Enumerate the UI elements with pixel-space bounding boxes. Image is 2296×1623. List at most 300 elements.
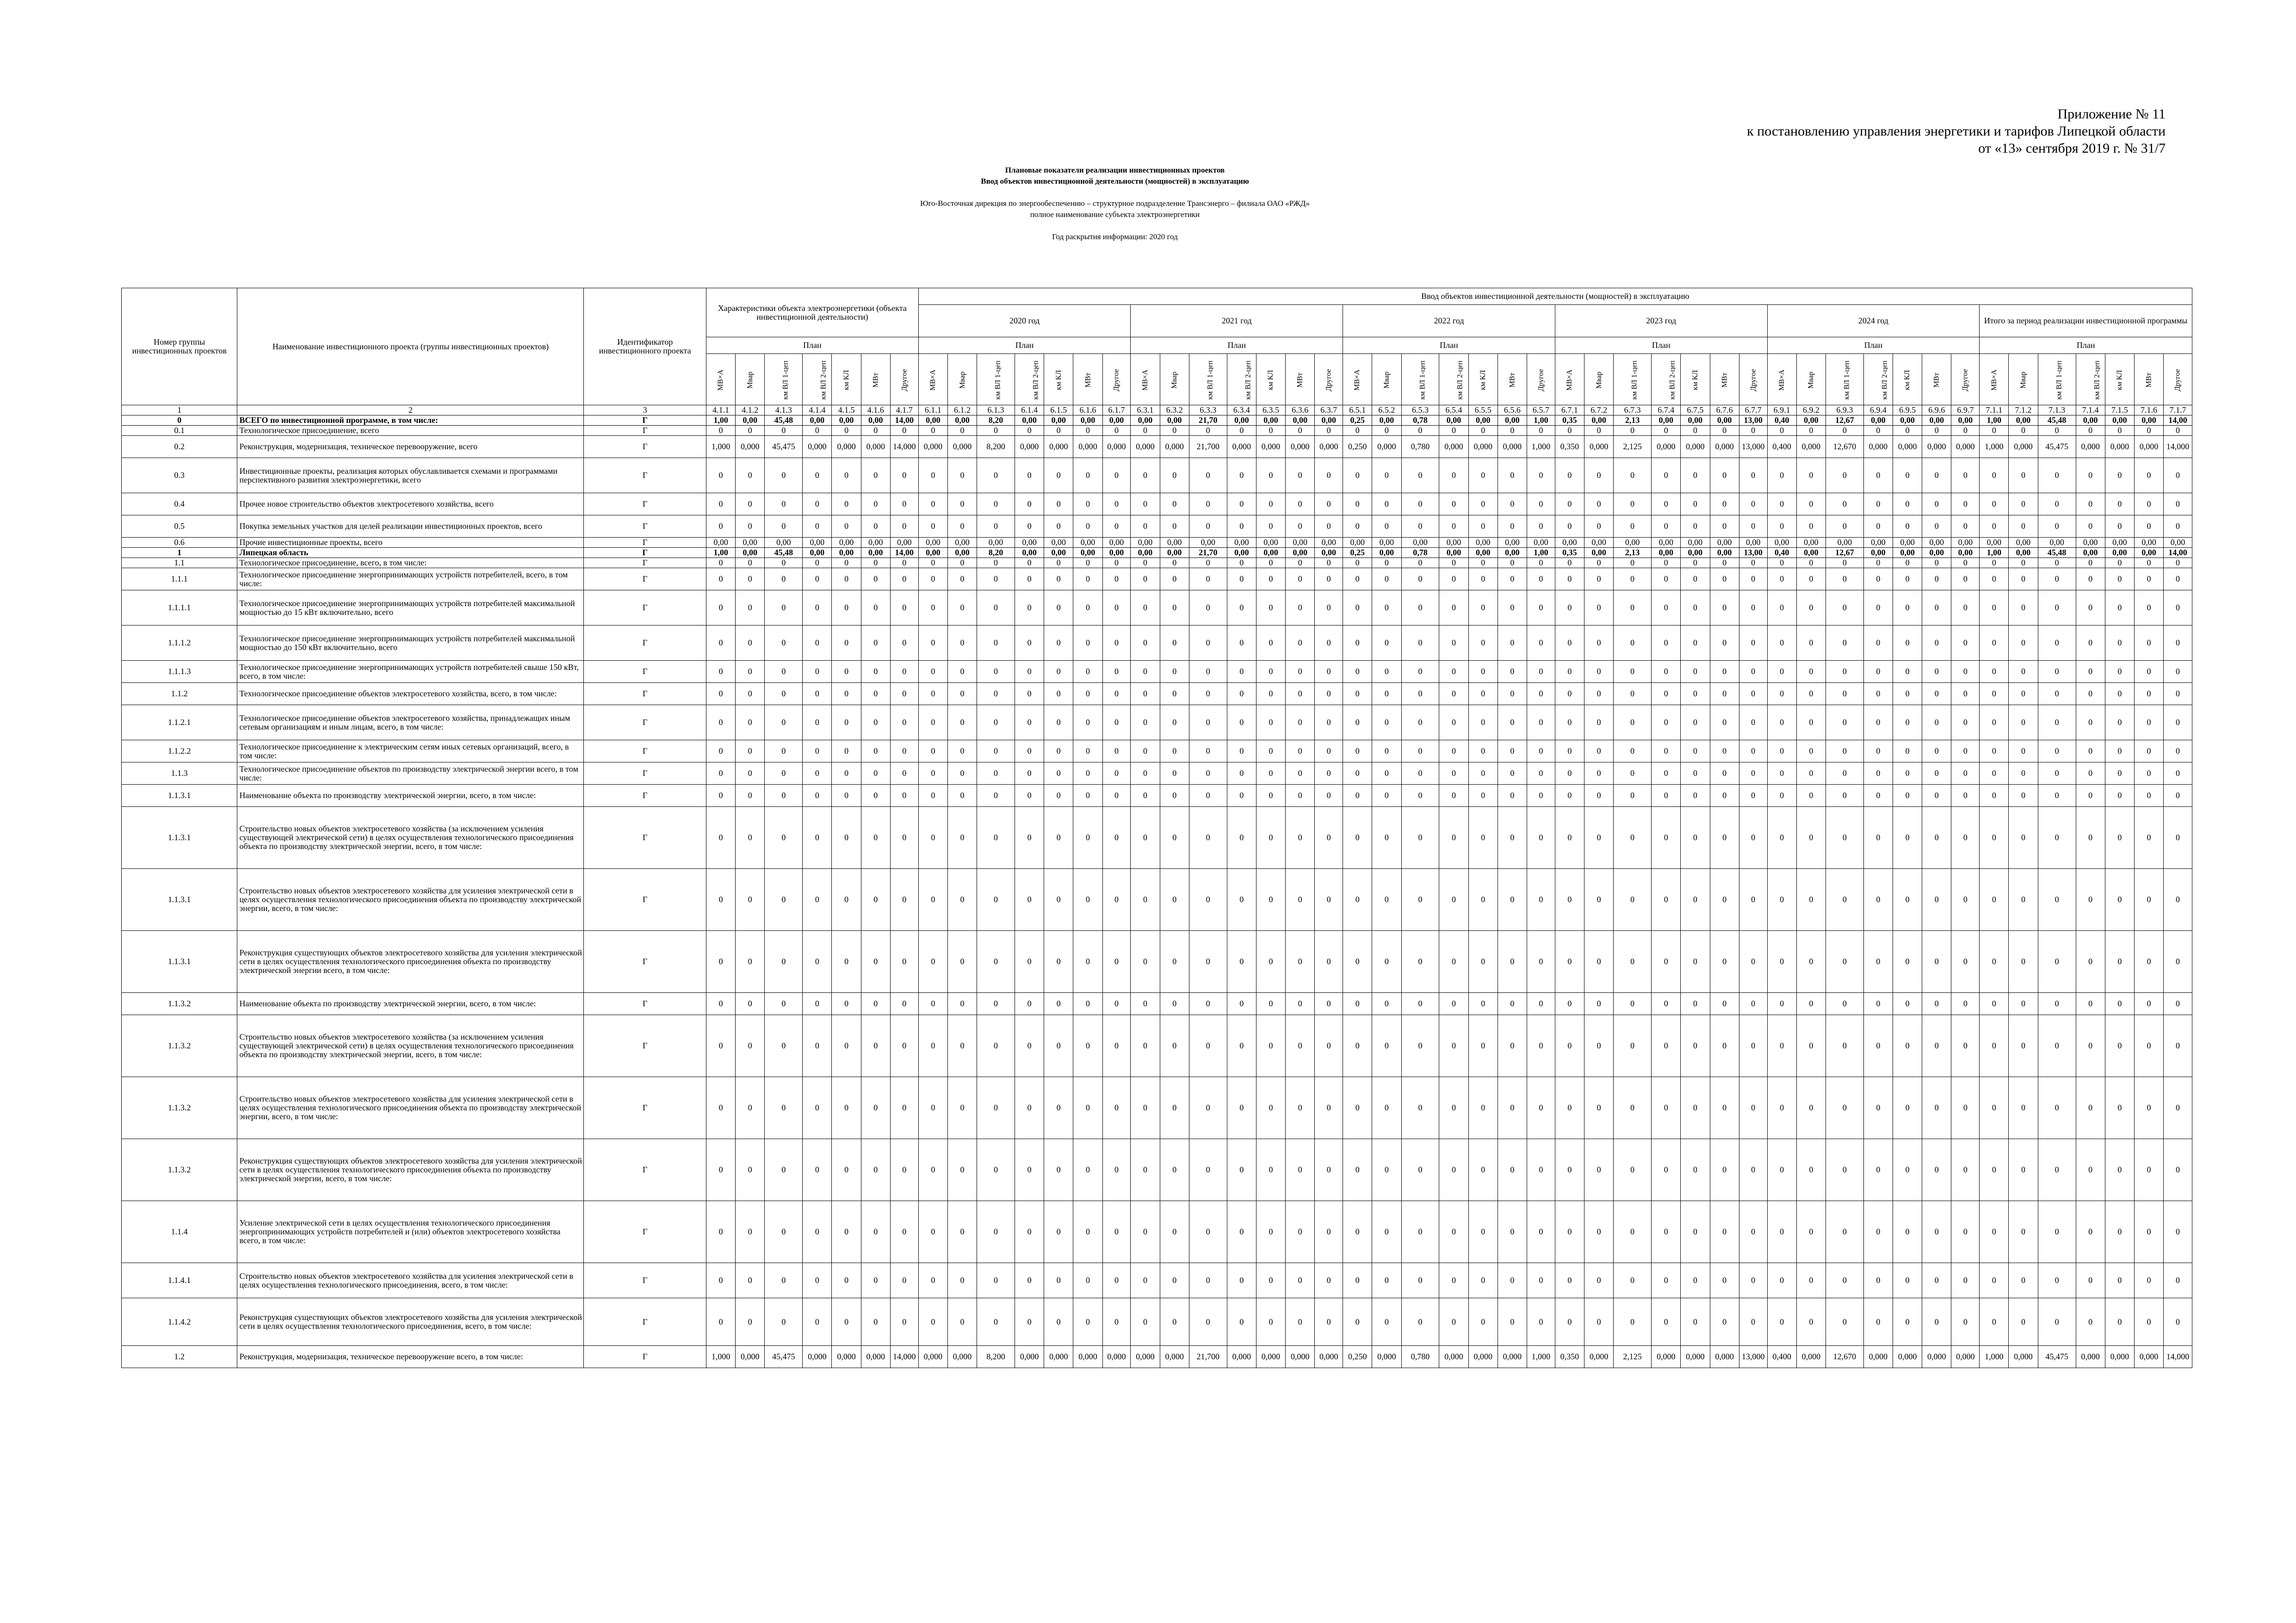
value-cell: 0	[1527, 931, 1555, 993]
value-cell: 0,00	[947, 415, 977, 426]
value-cell: 0	[1710, 626, 1739, 661]
value-cell: 0,00	[1863, 548, 1893, 558]
value-cell: 0	[1102, 1139, 1131, 1201]
value-cell: 0	[1256, 1201, 1285, 1263]
value-cell: 0	[1439, 426, 1468, 436]
value-cell: 0	[1468, 1015, 1498, 1077]
unit-label: МВт	[1508, 372, 1516, 387]
value-cell: 0,250	[1343, 436, 1372, 458]
value-cell: 0	[1498, 661, 1527, 683]
value-cell: 0	[1826, 869, 1863, 931]
value-cell: 0	[1401, 1077, 1439, 1139]
value-cell: 0	[2164, 661, 2192, 683]
value-cell: 0	[947, 740, 977, 762]
value-cell: 0	[1286, 661, 1315, 683]
value-cell: 0	[1131, 1139, 1160, 1201]
index-cell: 6.1.1	[918, 405, 947, 415]
value-cell: 13,00	[1739, 415, 1767, 426]
value-cell: 0	[1951, 1298, 1980, 1346]
value-cell: 0	[1584, 807, 1614, 869]
table-row	[122, 568, 2192, 590]
value-cell: 0	[1863, 785, 1893, 807]
value-cell: 0	[1739, 1298, 1767, 1346]
row-number: 1.1.2.2	[122, 740, 237, 762]
value-cell: 0	[1584, 661, 1614, 683]
value-cell: 0	[2038, 993, 2076, 1015]
value-cell: 0	[1980, 705, 2009, 740]
value-cell: 0	[2164, 626, 2192, 661]
value-cell: 0	[2009, 661, 2038, 683]
value-cell: 0	[1652, 762, 1681, 785]
table-row	[122, 426, 2192, 436]
value-cell: 0	[1739, 1263, 1767, 1298]
value-cell: 0	[1160, 1139, 1189, 1201]
value-cell: 1,000	[706, 436, 735, 458]
value-cell: 0	[977, 740, 1015, 762]
index-cell: 6.5.4	[1439, 405, 1468, 415]
value-cell: 0	[1584, 1298, 1614, 1346]
value-cell: 0	[1044, 869, 1073, 931]
value-cell: 0	[1951, 993, 1980, 1015]
value-cell: 0	[2164, 762, 2192, 785]
header-group-number: Номер группы инвестиционных проектов	[122, 288, 237, 405]
value-cell: 0	[1796, 426, 1826, 436]
value-cell: 0	[736, 1077, 765, 1139]
row-name: Технологическое присоединение объектов по производству электрической энергии всего, в том числе:	[237, 762, 584, 785]
value-cell: 0	[1710, 740, 1739, 762]
value-cell: 0,00	[1652, 548, 1681, 558]
value-cell: 0	[1681, 740, 1710, 762]
row-number: 1.1.3.1	[122, 931, 237, 993]
value-cell: 0,000	[1863, 436, 1893, 458]
value-cell: 0,00	[1739, 538, 1767, 548]
value-cell: 0	[1951, 626, 1980, 661]
value-cell: 0	[1951, 590, 1980, 626]
value-cell: 0	[1256, 661, 1285, 683]
value-cell: 0	[1652, 426, 1681, 436]
value-cell: 0	[736, 458, 765, 493]
value-cell: 0	[1893, 705, 1922, 740]
header-unit	[765, 354, 803, 405]
unit-label: Мвар	[746, 371, 754, 389]
value-cell: 0,00	[803, 415, 832, 426]
header-unit	[977, 354, 1015, 405]
value-cell: 0	[1826, 626, 1863, 661]
index-cell: 6.7.7	[1739, 405, 1767, 415]
row-id: Г	[584, 705, 706, 740]
value-cell: 0	[1227, 1201, 1256, 1263]
value-cell: 0	[1893, 785, 1922, 807]
value-cell: 0	[1863, 869, 1893, 931]
value-cell: 0	[803, 705, 832, 740]
value-cell: 0	[1584, 1263, 1614, 1298]
value-cell: 0	[706, 426, 735, 436]
row-id: Г	[584, 626, 706, 661]
value-cell: 0	[2009, 1015, 2038, 1077]
value-cell: 0,00	[1160, 538, 1189, 548]
value-cell: 0	[1796, 683, 1826, 705]
value-cell: 0	[1893, 590, 1922, 626]
value-cell: 0	[1681, 785, 1710, 807]
row-name: Наименование объекта по производству электрической энергии, всего, в том числе:	[237, 993, 584, 1015]
value-cell: 0	[1073, 1015, 1102, 1077]
value-cell: 0	[1372, 458, 1401, 493]
value-cell: 0	[1227, 626, 1256, 661]
value-cell: 0	[736, 661, 765, 683]
value-cell: 0	[1796, 1077, 1826, 1139]
value-cell: 0	[1160, 661, 1189, 683]
row-id: Г	[584, 683, 706, 705]
value-cell: 0	[1189, 458, 1227, 493]
value-cell: 0,25	[1343, 415, 1372, 426]
value-cell: 0,000	[1439, 436, 1468, 458]
value-cell: 0	[1893, 1201, 1922, 1263]
value-cell: 0	[1951, 1201, 1980, 1263]
value-cell: 0,780	[1401, 436, 1439, 458]
value-cell: 0	[803, 1298, 832, 1346]
value-cell: 0	[890, 661, 918, 683]
value-cell: 0	[1401, 1201, 1439, 1263]
value-cell: 0	[1315, 558, 1343, 568]
unit-label: км КЛ	[842, 370, 851, 390]
value-cell: 0	[1652, 1015, 1681, 1077]
index-cell: 6.5.7	[1527, 405, 1555, 415]
value-cell: 0	[947, 558, 977, 568]
appendix-line-3: от «13» сентября 2019 г. № 31/7	[1978, 141, 2166, 156]
value-cell: 0,00	[736, 548, 765, 558]
value-cell: 0	[803, 931, 832, 993]
value-cell: 0,00	[1315, 538, 1343, 548]
value-cell: 0	[890, 1139, 918, 1201]
value-cell: 0	[1555, 515, 1584, 538]
value-cell: 0	[1922, 493, 1951, 515]
value-cell: 0	[736, 1201, 765, 1263]
index-cell: 6.1.7	[1102, 405, 1131, 415]
index-cell: 6.9.7	[1951, 405, 1980, 415]
value-cell: 0	[1796, 807, 1826, 869]
value-cell: 0,000	[1131, 436, 1160, 458]
value-cell: 0	[1315, 785, 1343, 807]
value-cell: 0,000	[1863, 1346, 1893, 1368]
value-cell: 14,00	[890, 415, 918, 426]
value-cell: 0	[1401, 558, 1439, 568]
row-name: Реконструкция, модернизация, техническое перевооружение всего, в том числе:	[237, 1346, 584, 1368]
table-row	[122, 1263, 2192, 1298]
value-cell: 0	[1160, 1201, 1189, 1263]
value-cell: 0	[803, 1139, 832, 1201]
row-number: 0.5	[122, 515, 237, 538]
value-cell: 0	[803, 661, 832, 683]
value-cell: 0	[1527, 993, 1555, 1015]
value-cell: 0	[1372, 558, 1401, 568]
value-cell: 0	[1767, 568, 1796, 590]
value-cell: 0,00	[1468, 548, 1498, 558]
value-cell: 0	[2076, 931, 2105, 993]
header-year-5: Итого за период реализации инвестиционной программы	[1980, 305, 2192, 337]
row-number: 1.1.1.1	[122, 590, 237, 626]
value-cell: 0	[1160, 1263, 1189, 1298]
value-cell: 0	[1681, 661, 1710, 683]
value-cell: 0	[1401, 515, 1439, 538]
value-cell: 0	[1739, 626, 1767, 661]
value-cell: 0	[1044, 1139, 1073, 1201]
value-cell: 0	[1044, 426, 1073, 436]
value-cell: 0	[1614, 458, 1652, 493]
value-cell: 0	[1527, 1263, 1555, 1298]
value-cell: 0,00	[736, 538, 765, 548]
row-number: 0.3	[122, 458, 237, 493]
value-cell: 0	[2038, 1139, 2076, 1201]
value-cell: 0	[1256, 590, 1285, 626]
unit-label: МВ×А	[1141, 369, 1150, 390]
value-cell: 0	[1372, 590, 1401, 626]
value-cell: 0,00	[1796, 538, 1826, 548]
value-cell: 0	[1796, 626, 1826, 661]
value-cell: 0	[1951, 683, 1980, 705]
value-cell: 0	[1614, 762, 1652, 785]
table-row	[122, 931, 2192, 993]
value-cell: 0	[1527, 1077, 1555, 1139]
table-row	[122, 1346, 2192, 1368]
value-cell: 0	[2134, 1139, 2163, 1201]
index-cell: 6.1.3	[977, 405, 1015, 415]
value-cell: 0,000	[1922, 436, 1951, 458]
value-cell: 0,00	[1527, 538, 1555, 548]
value-cell: 0	[736, 568, 765, 590]
value-cell: 0	[1527, 762, 1555, 785]
value-cell: 0	[1739, 558, 1767, 568]
value-cell: 0	[1951, 705, 1980, 740]
header-plan: План	[1767, 337, 1980, 354]
value-cell: 0	[1372, 705, 1401, 740]
value-cell: 0	[1439, 1263, 1468, 1298]
value-cell: 0,00	[1922, 538, 1951, 548]
row-name: Инвестиционные проекты, реализация которых обуславливается схемами и программами перспективного развития электроэнергетики, всего	[237, 458, 584, 493]
value-cell: 0	[1951, 740, 1980, 762]
header-unit	[736, 354, 765, 405]
value-cell: 0	[2164, 515, 2192, 538]
value-cell: 0	[2105, 458, 2134, 493]
value-cell: 0	[1893, 807, 1922, 869]
value-cell: 0	[1102, 558, 1131, 568]
value-cell: 0,000	[947, 1346, 977, 1368]
index-cell: 6.5.3	[1401, 405, 1439, 415]
row-id: Г	[584, 1077, 706, 1139]
value-cell: 0	[765, 740, 803, 762]
value-cell: 0	[947, 590, 977, 626]
value-cell: 0	[1073, 762, 1102, 785]
value-cell: 0	[1796, 493, 1826, 515]
value-cell: 0	[1439, 590, 1468, 626]
value-cell: 0	[1584, 558, 1614, 568]
value-cell: 0	[1555, 558, 1584, 568]
value-cell: 0	[1922, 740, 1951, 762]
value-cell: 0,000	[2105, 436, 2134, 458]
value-cell: 0	[1256, 626, 1285, 661]
value-cell: 0	[1468, 568, 1498, 590]
value-cell: 0	[1796, 558, 1826, 568]
value-cell: 0	[977, 1201, 1015, 1263]
value-cell: 0	[1767, 590, 1796, 626]
value-cell: 0	[1160, 705, 1189, 740]
value-cell: 0	[1498, 568, 1527, 590]
value-cell: 0	[1015, 807, 1044, 869]
value-cell: 0	[1796, 740, 1826, 762]
value-cell: 0	[832, 740, 861, 762]
value-cell: 0	[803, 762, 832, 785]
row-number: 1.1.4	[122, 1201, 237, 1263]
row-number: 1.1.3.2	[122, 993, 237, 1015]
value-cell: 0	[1160, 458, 1189, 493]
value-cell: 0	[2105, 568, 2134, 590]
value-cell: 0,00	[918, 548, 947, 558]
value-cell: 0	[2038, 931, 2076, 993]
value-cell: 0	[2105, 740, 2134, 762]
value-cell: 0	[1739, 1015, 1767, 1077]
value-cell: 0	[2105, 683, 2134, 705]
value-cell: 0	[890, 869, 918, 931]
value-cell: 0	[706, 661, 735, 683]
table-row	[122, 740, 2192, 762]
header-unit	[1315, 354, 1343, 405]
value-cell: 0,00	[2134, 415, 2163, 426]
value-cell: 0	[1922, 931, 1951, 993]
value-cell: 0	[832, 807, 861, 869]
header-unit	[1527, 354, 1555, 405]
header-unit	[1796, 354, 1826, 405]
value-cell: 0	[1614, 807, 1652, 869]
value-cell: 0	[1343, 1298, 1372, 1346]
value-cell: 0	[1160, 590, 1189, 626]
value-cell: 0	[2164, 493, 2192, 515]
value-cell: 1,00	[706, 548, 735, 558]
value-cell: 0	[1401, 807, 1439, 869]
value-cell: 0	[1286, 1201, 1315, 1263]
value-cell: 0	[706, 1263, 735, 1298]
value-cell: 0,00	[2105, 548, 2134, 558]
value-cell: 0	[1343, 458, 1372, 493]
value-cell: 0,000	[1015, 436, 1044, 458]
value-cell: 0	[1189, 785, 1227, 807]
value-cell: 0	[2164, 740, 2192, 762]
value-cell: 0	[1826, 558, 1863, 568]
value-cell: 0	[1893, 661, 1922, 683]
value-cell: 0	[2164, 683, 2192, 705]
value-cell: 0	[1015, 1015, 1044, 1077]
value-cell: 0	[1468, 705, 1498, 740]
value-cell: 0	[1893, 1139, 1922, 1201]
value-cell: 0	[1102, 458, 1131, 493]
row-name: Технологическое присоединение энергопринимающих устройств потребителей, всего, в том числе:	[237, 568, 584, 590]
value-cell: 0	[1739, 705, 1767, 740]
value-cell: 0,000	[1710, 436, 1739, 458]
value-cell: 0	[1584, 1077, 1614, 1139]
value-cell: 0	[947, 683, 977, 705]
value-cell: 0,000	[1015, 1346, 1044, 1368]
header-unit	[1826, 354, 1863, 405]
value-cell: 0	[1160, 869, 1189, 931]
value-cell: 0	[1863, 683, 1893, 705]
value-cell: 0,000	[2076, 1346, 2105, 1368]
value-cell: 0	[2038, 515, 2076, 538]
value-cell: 0	[1826, 1015, 1863, 1077]
value-cell: 0	[832, 558, 861, 568]
value-cell: 0	[1189, 493, 1227, 515]
row-number: 0.6	[122, 538, 237, 548]
value-cell: 0	[1614, 785, 1652, 807]
index-cell: 6.9.3	[1826, 405, 1863, 415]
value-cell: 0,00	[1315, 415, 1343, 426]
value-cell: 0	[1555, 683, 1584, 705]
value-cell: 0,00	[1256, 548, 1285, 558]
row-number: 1.1.1.2	[122, 626, 237, 661]
value-cell: 0	[1401, 1015, 1439, 1077]
row-name: Прочее новое строительство объектов электросетевого хозяйства, всего	[237, 493, 584, 515]
value-cell: 0	[1439, 661, 1468, 683]
value-cell: 0	[918, 869, 947, 931]
value-cell: 0,00	[706, 538, 735, 548]
value-cell: 0,00	[1767, 538, 1796, 548]
value-cell: 0	[706, 740, 735, 762]
value-cell: 0	[1315, 426, 1343, 436]
value-cell: 0	[1439, 740, 1468, 762]
row-id: Г	[584, 548, 706, 558]
value-cell: 0	[2134, 683, 2163, 705]
value-cell: 0	[1681, 762, 1710, 785]
value-cell: 0	[1681, 1139, 1710, 1201]
value-cell: 0	[1681, 807, 1710, 869]
index-cell: 4.1.6	[861, 405, 890, 415]
value-cell: 0,00	[1710, 548, 1739, 558]
value-cell: 0	[706, 869, 735, 931]
row-number: 1.1.1	[122, 568, 237, 590]
value-cell: 0,00	[2038, 538, 2076, 548]
unit-label: Мвар	[1807, 371, 1815, 389]
value-cell: 0	[1044, 705, 1073, 740]
value-cell: 0	[861, 515, 890, 538]
value-cell: 0	[1739, 493, 1767, 515]
table-row	[122, 762, 2192, 785]
value-cell: 0	[1372, 661, 1401, 683]
unit-label: км ВЛ 1-цеп	[2055, 360, 2063, 400]
table-row	[122, 661, 2192, 683]
value-cell: 0	[1131, 493, 1160, 515]
value-cell: 0	[803, 785, 832, 807]
value-cell: 0	[890, 1077, 918, 1139]
value-cell: 1,00	[706, 415, 735, 426]
value-cell: 0,78	[1401, 548, 1439, 558]
row-name: Липецкая область	[237, 548, 584, 558]
value-cell: 0	[1189, 931, 1227, 993]
value-cell: 0	[1401, 740, 1439, 762]
value-cell: 0	[1343, 626, 1372, 661]
value-cell: 0	[1922, 807, 1951, 869]
value-cell: 0	[1044, 626, 1073, 661]
value-cell: 0	[1739, 683, 1767, 705]
row-number: 1.1.3.2	[122, 1139, 237, 1201]
value-cell: 0	[1468, 993, 1498, 1015]
value-cell: 21,70	[1189, 548, 1227, 558]
value-cell: 0	[1102, 1298, 1131, 1346]
value-cell: 0	[2164, 1201, 2192, 1263]
value-cell: 0	[2009, 493, 2038, 515]
value-cell: 0,00	[1015, 415, 1044, 426]
value-cell: 0	[2105, 626, 2134, 661]
value-cell: 0	[861, 807, 890, 869]
value-cell: 0	[1256, 1077, 1285, 1139]
value-cell: 14,00	[2164, 415, 2192, 426]
value-cell: 0	[803, 1015, 832, 1077]
